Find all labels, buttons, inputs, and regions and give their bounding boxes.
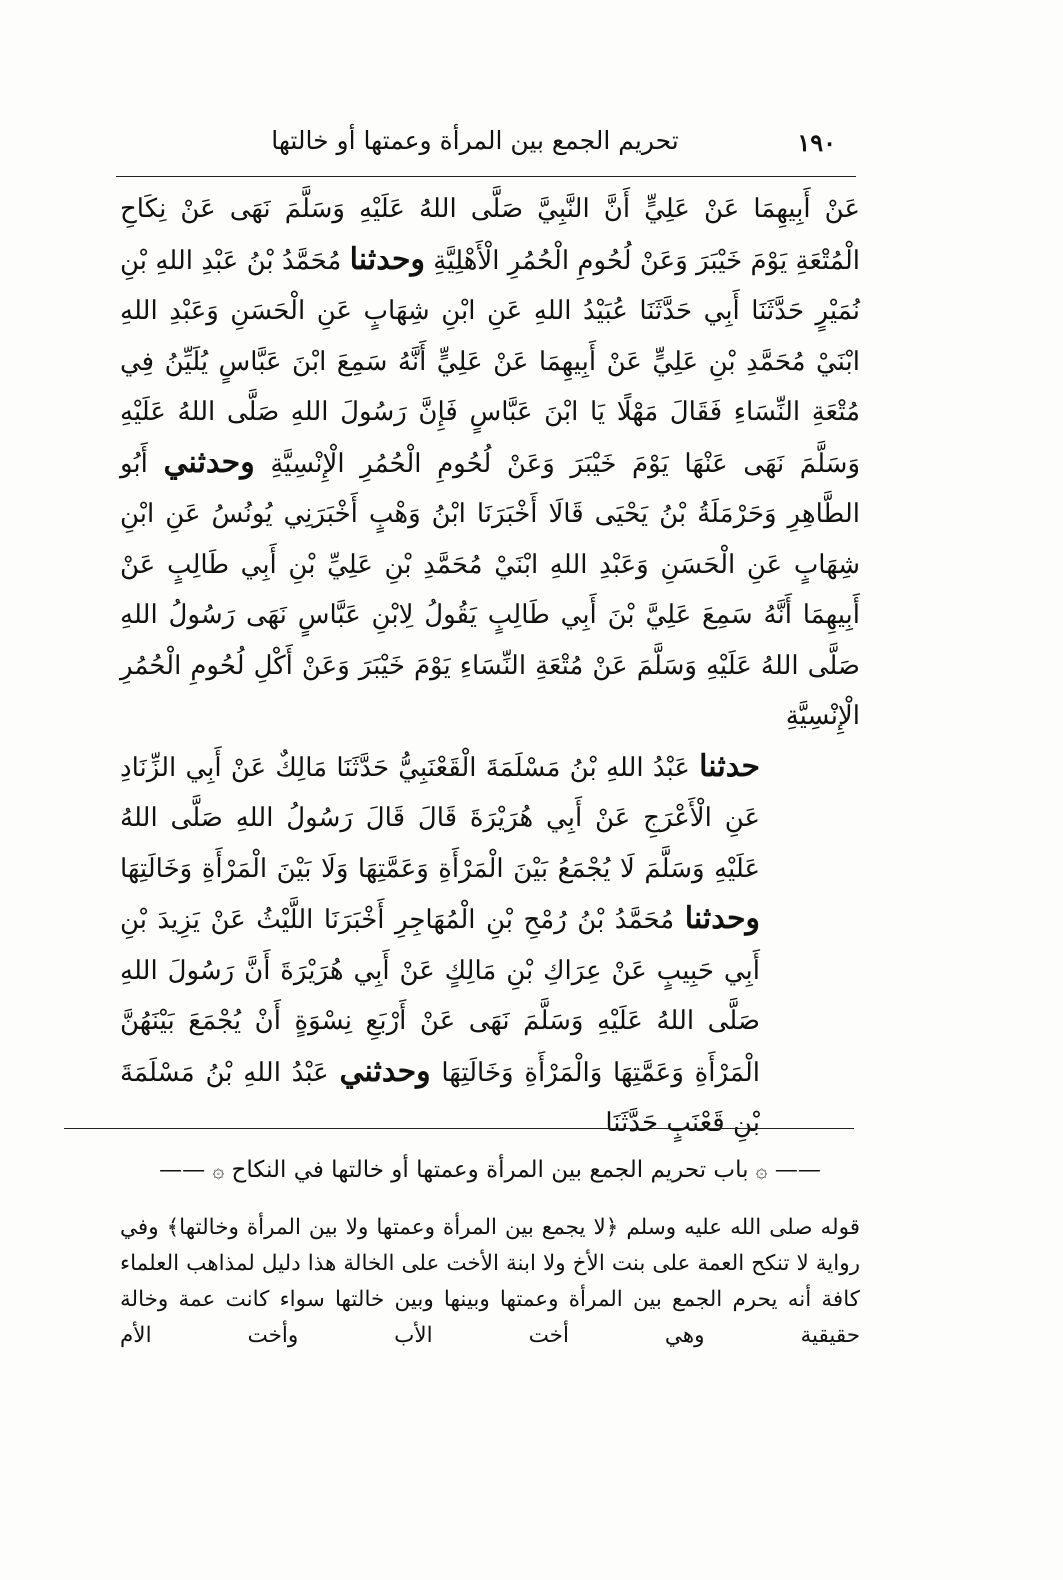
chapter-heading (120, 1150, 860, 1190)
hadith-text-segment: عَنْ أَبِيهِمَا عَنْ عَلِيٍّ أَنَّ النَّبِيَّ صَلَّى اللهُ عَلَيْهِ وَسَلَّمَ نَهَى عَنْ نِكَاحِ الْمُتْعَةِ يَوْمَ خَيْبَرَ وَعَنْ لُحُومِ الْحُمُرِ الْأَهْلِيَّةِ (120, 194, 861, 276)
ornament-icon: ۞ (212, 1158, 225, 1182)
hadith-text-segment: عَبْدُ اللهِ بْنُ مَسْلَمَةَ الْقَعْنَبِيُّ حَدَّثَنَا مَالِكٌ عَنْ أَبِي الزِّنَادِ عَنِ الْأَعْرَجِ عَنْ أَبِي هُرَيْرَةَ قَالَ قَالَ رَسُولُ اللهِ صَلَّى اللهُ عَلَيْهِ وَسَلَّمَ لَا يُجْمَعُ بَيْنَ الْمَرْأَةِ وَعَمَّتِهَا وَلَا بَيْنَ الْمَرْأَةِ وَخَالَتِهَا (120, 752, 760, 884)
heading-dash: —— (774, 1157, 821, 1183)
header-rule (116, 176, 856, 177)
narration-keyword: وحدثنا (349, 241, 425, 277)
commentary-paragraph: قوله صلى الله عليه وسلم ﴿لا يجمع بين المرأة وعمتها ولا بين المرأة وخالتها﴾ وفي رواية لا تنكح العمة على بنت الأخ ولا ابنة الأخت على الخالة هذا دليل لمذاهب العلماء كافة أنه يحرم الجمع بين المرأة وعمتها وبينها وبين خالتها سواء كانت عمة وخالة حقيقية وهي أخت الأب وأخت الأم (120, 1215, 860, 1348)
narration-keyword: حدثنا (699, 748, 760, 784)
page-number: ١٩٠ (797, 128, 836, 157)
commentary-text (120, 1210, 860, 1354)
hadith-text (120, 184, 860, 1149)
commentary-rule (64, 1128, 854, 1129)
hadith-text-segment: أَبُو الطَّاهِرِ وَحَرْمَلَةُ بْنُ يَحْيَى قَالَا أَخْبَرَنَا ابْنُ وَهْبٍ أَخْبَرَنِي يُونُسُ عَنِ ابْنِ شِهَابٍ عَنِ الْحَسَنِ وَعَبْدِ اللهِ ابْنَيْ مُحَمَّدِ بْنِ عَلِيِّ بْنِ أَبِي طَالِبٍ عَنْ أَبِيهِمَا أَنَّهُ سَمِعَ عَلِيَّ بْنَ أَبِي طَالِبٍ يَقُولُ لِابْنِ عَبَّاسٍ نَهَى رَسُولُ اللهِ صَلَّى اللهُ عَلَيْهِ وَسَلَّمَ عَنْ مُتْعَةِ النِّسَاءِ يَوْمَ خَيْبَرَ وَعَنْ أَكْلِ لُحُومِ الْحُمُرِ الْإِنْسِيَّةِ (120, 448, 860, 731)
page-header (120, 118, 840, 170)
hadith-paragraph-2 (120, 742, 860, 1149)
narration-keyword: وحدثني (339, 1053, 431, 1089)
hadith-paragraph-1 (120, 184, 860, 742)
ornament-icon: ۞ (755, 1158, 768, 1182)
narration-keyword: وحدثني (163, 444, 255, 480)
running-title: تحريم الجمع بين المرأة وعمتها أو خالتها (271, 126, 679, 155)
chapter-heading-text: باب تحريم الجمع بين المرأة وعمتها أو خالتها في النكاح (231, 1157, 749, 1183)
narration-keyword: وحدثنا (684, 901, 761, 936)
hadith-text-segment: مُحَمَّدُ بْنُ رُمْحِ بْنِ الْمُهَاجِرِ أَخْبَرَنَا اللَّيْثُ عَنْ يَزِيدَ بْنِ أَبِي حَبِيبٍ عَنْ عِرَاكِ بْنِ مَالِكٍ عَنْ أَبِي هُرَيْرَةَ أَنَّ رَسُولَ اللهِ صَلَّى اللهُ عَلَيْهِ وَسَلَّمَ نَهَى عَنْ أَرْبَعِ نِسْوَةٍ أَنْ يُجْمَعَ بَيْنَهُنَّ الْمَرْأَةِ وَعَمَّتِهَا وَالْمَرْأَةِ وَخَالَتِهَا (120, 905, 760, 1088)
hadith-text-segment: مُحَمَّدُ بْنُ عَبْدِ اللهِ بْنِ نُمَيْرٍ حَدَّثَنَا أَبِي حَدَّثَنَا عُبَيْدُ اللهِ عَنِ ابْنِ شِهَابٍ عَنِ الْحَسَنِ وَعَبْدِ اللهِ ابْنَيْ مُحَمَّدِ بْنِ عَلِيٍّ عَنْ أَبِيهِمَا عَنْ عَلِيٍّ أَنَّهُ سَمِعَ ابْنَ عَبَّاسٍ يُلَيِّنُ فِي مُتْعَةِ النِّسَاءِ فَقَالَ مَهْلًا يَا ابْنَ عَبَّاسٍ فَإِنَّ رَسُولَ اللهِ صَلَّى اللهُ عَلَيْهِ وَسَلَّمَ نَهَى عَنْهَا يَوْمَ خَيْبَرَ وَعَنْ لُحُومِ الْحُمُرِ الْإِنْسِيَّةِ (120, 245, 861, 479)
hadith-text-segment: عَبْدُ اللهِ بْنُ مَسْلَمَةَ بْنِ قَعْنَبٍ حَدَّثَنَا (120, 1057, 760, 1138)
heading-dash: —— (159, 1157, 206, 1183)
